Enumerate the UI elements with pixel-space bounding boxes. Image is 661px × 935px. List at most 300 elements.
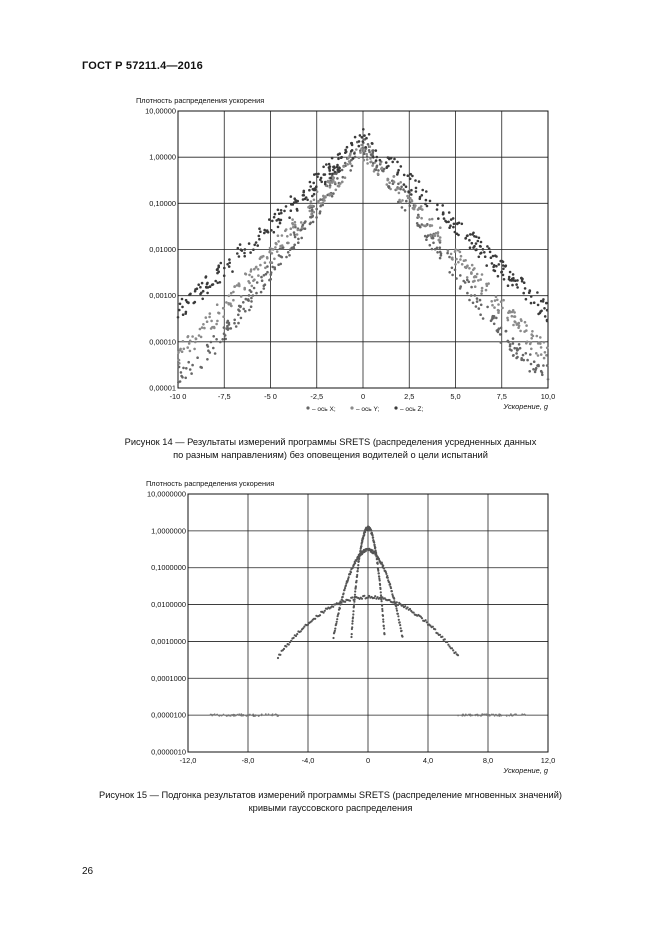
data-point	[291, 218, 294, 221]
data-point	[351, 165, 354, 168]
data-point	[191, 335, 194, 338]
data-point	[490, 300, 493, 303]
data-point	[530, 363, 533, 366]
data-point	[233, 715, 235, 717]
data-point	[528, 291, 531, 294]
data-point	[377, 169, 380, 172]
data-point	[223, 326, 226, 329]
data-point	[524, 321, 527, 324]
data-point	[291, 222, 294, 225]
data-point	[485, 714, 487, 716]
data-point	[387, 156, 390, 159]
data-point	[205, 286, 208, 289]
data-point	[180, 371, 183, 374]
data-point	[428, 218, 431, 221]
data-point	[297, 229, 300, 232]
y-tick-label: 0,01000	[149, 245, 176, 254]
data-point	[237, 314, 240, 317]
data-point	[415, 187, 418, 190]
x-tick-label: -10 0	[169, 392, 187, 401]
data-point	[225, 301, 228, 304]
data-point	[354, 562, 356, 564]
data-point	[469, 714, 471, 716]
data-point	[277, 218, 280, 221]
data-point	[518, 343, 521, 346]
data-point	[386, 183, 389, 186]
data-point	[458, 222, 461, 225]
data-point	[250, 305, 253, 308]
data-point	[312, 182, 315, 185]
data-point	[344, 176, 347, 179]
data-point	[233, 322, 236, 325]
data-point	[228, 323, 231, 326]
data-point	[405, 185, 408, 188]
data-point	[390, 157, 393, 160]
data-point	[539, 312, 542, 315]
data-point	[313, 199, 316, 202]
data-point	[255, 241, 258, 244]
data-point	[236, 284, 239, 287]
data-point	[219, 714, 221, 716]
data-point	[263, 274, 266, 277]
data-point	[366, 158, 369, 161]
data-point	[190, 372, 193, 375]
data-point	[477, 240, 480, 243]
data-point	[237, 247, 240, 250]
data-point	[261, 715, 263, 717]
data-point	[540, 346, 543, 349]
data-point	[439, 236, 442, 239]
data-point	[214, 280, 217, 283]
data-point	[293, 244, 296, 247]
data-point	[535, 352, 538, 355]
data-point	[332, 192, 335, 195]
data-point	[468, 239, 471, 242]
data-point	[497, 275, 500, 278]
data-point	[353, 599, 355, 601]
data-point	[315, 208, 318, 211]
data-point	[182, 367, 185, 370]
data-point	[219, 281, 222, 284]
data-point	[352, 613, 354, 615]
data-point	[381, 562, 383, 564]
data-point	[259, 264, 262, 267]
data-point	[248, 294, 251, 297]
data-point	[401, 199, 404, 202]
page-number: 26	[82, 866, 94, 877]
data-point	[177, 381, 180, 384]
data-point	[425, 238, 428, 241]
data-point	[319, 614, 321, 616]
data-point	[281, 234, 284, 237]
data-point	[390, 587, 392, 589]
data-point	[179, 303, 182, 306]
data-point	[288, 254, 291, 257]
data-point	[287, 242, 290, 245]
data-point	[222, 307, 225, 310]
data-point	[407, 174, 410, 177]
data-point	[481, 290, 484, 293]
data-point	[243, 252, 246, 255]
data-point	[296, 208, 299, 211]
figure-15-caption-line-2: кривыми гауссовского распределения	[248, 803, 413, 813]
data-point	[530, 333, 533, 336]
data-point	[263, 284, 266, 287]
data-point	[495, 265, 498, 268]
data-point	[508, 310, 511, 313]
data-point	[328, 163, 331, 166]
data-point	[472, 246, 475, 249]
data-point	[540, 300, 543, 303]
data-point	[409, 608, 411, 610]
data-point	[257, 268, 260, 271]
data-point	[379, 588, 381, 590]
data-point	[322, 201, 325, 204]
data-point	[332, 606, 334, 608]
data-point	[239, 243, 242, 246]
data-point	[377, 563, 379, 565]
data-point	[189, 350, 192, 353]
data-point	[273, 258, 276, 261]
data-point	[438, 239, 441, 242]
data-point	[342, 596, 344, 598]
data-point	[366, 156, 369, 159]
data-point	[495, 255, 498, 258]
data-point	[308, 189, 311, 192]
y-tick-label: 0,0100000	[151, 600, 186, 610]
data-point	[219, 341, 222, 344]
data-point	[346, 146, 349, 149]
data-point	[383, 633, 385, 635]
data-point	[514, 321, 517, 324]
data-point	[371, 164, 374, 167]
data-point	[479, 278, 482, 281]
data-point	[404, 605, 406, 607]
data-point	[354, 590, 356, 592]
data-point	[182, 340, 185, 343]
data-point	[422, 224, 425, 227]
data-point	[217, 312, 220, 315]
data-point	[515, 357, 518, 360]
data-point	[227, 327, 230, 330]
data-point	[369, 157, 372, 160]
data-point	[430, 235, 433, 238]
data-point	[194, 341, 197, 344]
data-point	[252, 714, 254, 716]
data-point	[221, 338, 224, 341]
data-point	[478, 237, 481, 240]
data-point	[439, 226, 442, 229]
data-point	[466, 276, 469, 279]
data-point	[196, 356, 199, 359]
data-point	[465, 237, 468, 240]
data-point	[344, 601, 346, 603]
data-point	[522, 292, 525, 295]
data-point	[526, 359, 529, 362]
data-point	[375, 149, 378, 152]
data-point	[309, 205, 312, 208]
data-point	[382, 621, 384, 623]
data-point	[290, 195, 293, 198]
y-tick-label: 0,10000	[149, 198, 176, 208]
data-point	[409, 205, 412, 208]
data-point	[183, 348, 186, 351]
data-point	[370, 160, 373, 163]
data-point	[436, 251, 439, 254]
data-point	[230, 715, 232, 717]
data-point	[468, 267, 471, 270]
data-point	[214, 352, 217, 355]
data-point	[383, 627, 385, 629]
data-point	[378, 576, 380, 578]
data-point	[293, 234, 296, 237]
data-point	[211, 714, 213, 716]
data-point	[289, 233, 292, 236]
data-point	[253, 287, 256, 290]
data-point	[478, 307, 481, 310]
data-point	[271, 266, 274, 269]
data-point	[215, 323, 218, 326]
data-point	[297, 238, 300, 241]
data-point	[349, 169, 352, 172]
data-point	[295, 201, 298, 204]
data-point	[250, 300, 253, 303]
data-point	[503, 278, 506, 281]
data-point	[275, 714, 277, 716]
data-point	[361, 598, 363, 600]
data-point	[455, 258, 458, 261]
data-point	[396, 173, 399, 176]
data-point	[492, 269, 495, 272]
data-point	[381, 605, 383, 607]
data-point	[376, 156, 379, 159]
data-point	[455, 651, 457, 653]
data-point	[273, 216, 276, 219]
data-point	[258, 235, 261, 238]
data-point	[263, 232, 266, 235]
figure-15-caption-line-1: Рисунок 15 — Подгонка результатов измерений программы SRETS (распределение мгновенных значений)	[99, 790, 562, 800]
data-point	[191, 364, 194, 367]
data-point	[284, 230, 287, 233]
data-point	[285, 645, 287, 647]
data-point	[498, 263, 501, 266]
data-point	[454, 263, 457, 266]
data-point	[507, 319, 510, 322]
data-point	[233, 319, 236, 322]
data-point	[353, 605, 355, 607]
data-point	[480, 304, 483, 307]
data-point	[421, 617, 423, 619]
data-point	[294, 221, 297, 224]
data-point	[522, 354, 525, 357]
x-tick-label: 7,5	[496, 392, 507, 401]
data-point	[257, 274, 260, 277]
data-point	[336, 618, 338, 620]
y-axis-title: Плотность распределения ускорения	[146, 479, 275, 488]
data-point	[365, 137, 368, 140]
data-point	[309, 222, 312, 225]
data-point	[448, 271, 451, 274]
data-point	[238, 285, 241, 288]
data-point	[510, 713, 512, 715]
data-point	[409, 173, 412, 176]
data-point	[400, 186, 403, 189]
data-point	[238, 310, 241, 313]
data-point	[331, 173, 334, 176]
data-point	[476, 300, 479, 303]
data-point	[274, 246, 277, 249]
data-point	[252, 294, 255, 297]
x-tick-label: -7,5	[217, 392, 231, 401]
data-point	[486, 306, 489, 309]
data-point	[283, 210, 286, 213]
data-point	[181, 376, 184, 379]
data-point	[389, 188, 392, 191]
x-tick-label: 0	[365, 756, 371, 765]
data-point	[469, 246, 472, 249]
data-point	[177, 316, 180, 319]
data-point	[362, 128, 365, 131]
data-point	[260, 256, 263, 259]
data-point	[248, 714, 250, 716]
data-point	[277, 209, 280, 212]
data-point	[480, 715, 482, 717]
data-point	[332, 166, 335, 169]
data-point	[195, 337, 198, 340]
data-point	[386, 179, 389, 182]
data-point	[373, 541, 375, 543]
data-point	[502, 299, 505, 302]
data-point	[205, 275, 208, 278]
data-point	[545, 354, 548, 357]
data-point	[230, 305, 233, 308]
data-point	[511, 715, 513, 717]
data-point	[313, 211, 316, 214]
data-point	[258, 238, 261, 241]
data-point	[311, 205, 314, 208]
data-point	[540, 353, 543, 356]
data-point	[379, 162, 382, 165]
data-point	[543, 341, 546, 344]
data-point	[343, 589, 345, 591]
data-point	[347, 157, 350, 160]
data-point	[358, 560, 360, 562]
data-point	[192, 302, 195, 305]
data-point	[533, 301, 536, 304]
data-point	[500, 715, 502, 717]
data-point	[193, 348, 196, 351]
data-point	[270, 229, 273, 232]
data-point	[504, 265, 507, 268]
data-point	[314, 618, 316, 620]
data-point	[409, 178, 412, 181]
data-point	[448, 211, 451, 214]
data-point	[304, 220, 307, 223]
data-point	[329, 177, 332, 180]
data-point	[512, 342, 515, 345]
data-point	[316, 175, 319, 178]
data-point	[396, 161, 399, 164]
data-point	[451, 257, 454, 260]
data-point	[208, 316, 211, 319]
data-point	[338, 612, 340, 614]
data-point	[240, 317, 243, 320]
data-point	[525, 714, 527, 716]
data-point	[348, 160, 351, 163]
data-point	[241, 714, 243, 716]
data-point	[281, 256, 284, 259]
data-point	[482, 248, 485, 251]
data-point	[421, 189, 424, 192]
data-point	[362, 159, 365, 162]
data-point	[199, 366, 202, 369]
data-point	[341, 602, 343, 604]
data-point	[336, 177, 339, 180]
data-point	[441, 204, 444, 207]
data-point	[475, 242, 478, 245]
data-point	[251, 285, 254, 288]
data-point	[505, 330, 508, 333]
data-point	[181, 306, 184, 309]
data-point	[486, 245, 489, 248]
data-point	[512, 354, 515, 357]
data-point	[337, 169, 340, 172]
data-point	[252, 248, 255, 251]
data-point	[393, 175, 396, 178]
data-point	[245, 273, 248, 276]
data-point	[512, 309, 515, 312]
data-point	[488, 247, 491, 250]
data-point	[199, 286, 202, 289]
data-point	[506, 317, 509, 320]
data-point	[217, 264, 220, 267]
data-point	[418, 207, 421, 210]
data-point	[332, 637, 334, 639]
data-point	[471, 264, 474, 267]
data-point	[279, 654, 281, 656]
data-point	[381, 600, 383, 602]
data-point	[480, 252, 483, 255]
data-point	[184, 377, 187, 380]
data-point	[380, 591, 382, 593]
data-point	[309, 181, 312, 184]
data-point	[341, 181, 344, 184]
data-point	[253, 278, 256, 281]
data-point	[516, 349, 519, 352]
x-tick-label: 10,0	[540, 392, 556, 401]
data-point	[301, 226, 304, 229]
data-point	[460, 255, 463, 258]
data-point	[472, 232, 475, 235]
data-point	[375, 166, 378, 169]
data-point	[361, 136, 364, 139]
data-point	[425, 224, 428, 227]
data-point	[277, 715, 279, 717]
data-point	[236, 252, 239, 255]
data-point	[361, 541, 363, 543]
data-point	[271, 715, 273, 717]
data-point	[329, 186, 332, 189]
data-point	[294, 224, 297, 227]
data-point	[434, 628, 436, 630]
data-point	[342, 165, 345, 168]
data-point	[466, 264, 469, 267]
data-point	[531, 330, 534, 333]
data-point	[426, 236, 429, 239]
data-point	[268, 251, 271, 254]
data-point	[369, 145, 372, 148]
data-point	[435, 232, 438, 235]
